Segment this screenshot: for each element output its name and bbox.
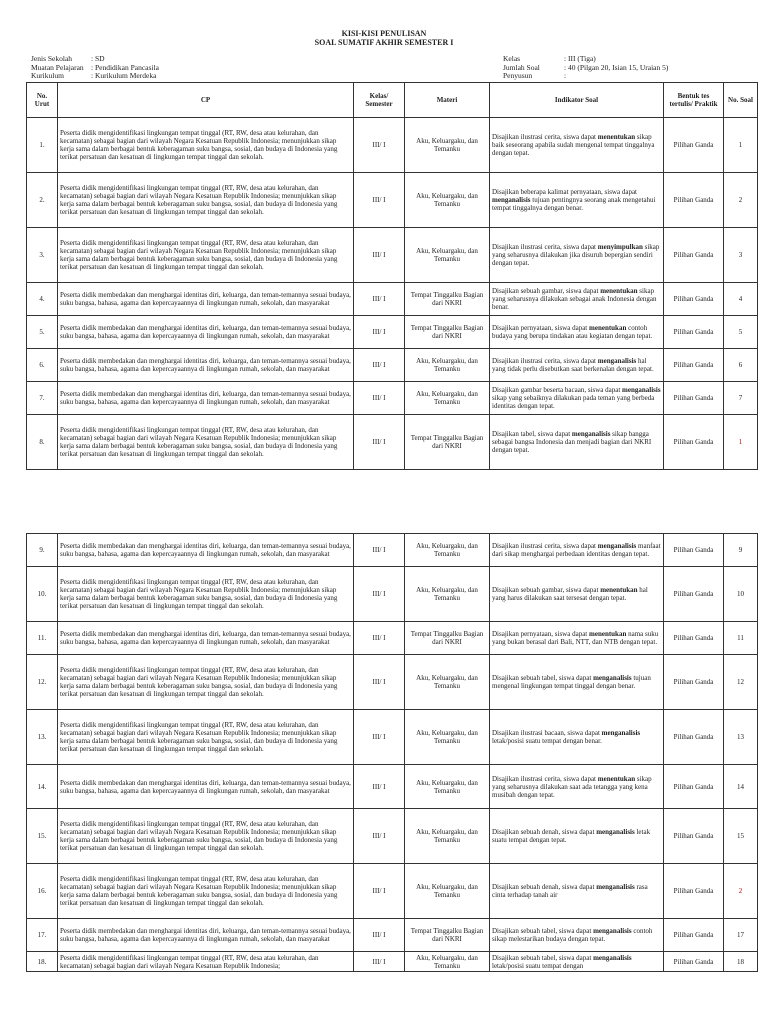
- cell-nosoal: 4: [724, 283, 758, 316]
- cell-bentuk: Pilihan Ganda: [664, 118, 724, 173]
- cell-cp: Peserta didik mengidentifikasi lingkungan tempat tinggal (RT, RW, desa atau kelurahan, dan kecamatan) sebagai bagian dari wilayah Negara Kesatuan Republik Indonesia; menunjukkan sikap kerja sama dalam berbagai bentuk keberagaman suku bangsa, sosial, dan budaya di Indonesia yang terikat persatuan dan kesatuan di lingkungan tempat tinggal dan sekolah.: [58, 809, 354, 864]
- cell-no: 4.: [27, 283, 58, 316]
- cell-bentuk: Pilihan Ganda: [664, 228, 724, 283]
- indikator-pre: Disajikan tabel, siswa dapat: [492, 430, 572, 438]
- cell-indikator: [490, 765, 664, 809]
- cell-indikator: [490, 349, 664, 382]
- indikator-post: letak suatu tempat dengan tepat.: [492, 828, 651, 844]
- cell-cp: Peserta didik membedakan dan menghargai identitas diri, keluarga, dan teman-temannya sesuai budaya, suku bangsa, bahasa, agama dan kepercayaannya di lingkungan rumah, sekolah, dan masyarakat: [58, 765, 354, 809]
- cell-nosoal: 2: [724, 173, 758, 228]
- cell-bentuk: Pilihan Ganda: [664, 283, 724, 316]
- indikator-post: tujuan mengenal lingkungan tempat tinggal dengan benar.: [492, 674, 651, 690]
- meta-key: Jumlah Soal: [503, 62, 540, 72]
- table-row: [27, 864, 758, 919]
- indikator-post: manfaat dari sikap menghargai perbedaan identitas dengan tepat.: [492, 542, 661, 558]
- cell-kelas: III/ I: [354, 382, 405, 415]
- cell-materi: Aku, Keluargaku, dan Temanku: [405, 952, 490, 972]
- indikator-post: letak/posisi suatu tempat dengan: [492, 961, 584, 970]
- indikator-pre: Disajikan sebuah gambar, siswa dapat: [492, 586, 601, 594]
- cell-no: 11.: [27, 622, 58, 655]
- cell-nosoal: 17: [724, 919, 758, 952]
- cell-indikator: [490, 864, 664, 919]
- cell-cp: Peserta didik membedakan dan menghargai identitas diri, keluarga, dan teman-temannya sesuai budaya, suku bangsa, bahasa, agama dan kepercayaannya di lingkungan rumah, sekolah, dan masyarakat: [58, 382, 354, 415]
- cell-nosoal: 15: [724, 809, 758, 864]
- cell-bentuk: Pilihan Ganda: [664, 655, 724, 710]
- cell-cp: Peserta didik mengidentifikasi lingkungan tempat tinggal (RT, RW, desa atau kelurahan, dan kecamatan) sebagai bagian dari wilayah Negara Kesatuan Republik Indonesia; menunjukkan sikap kerja sama dalam berbagai bentuk keberagaman suku bangsa, sosial, dan budaya di Indonesia yang terikat persatuan dan kesatuan di lingkungan tempat tinggal dan sekolah.: [58, 864, 354, 919]
- cell-bentuk: Pilihan Ganda: [664, 534, 724, 567]
- indikator-post: sikap baik seseorang apabila sudah mengenal tempat tinggalnya dengan tepat.: [492, 133, 655, 157]
- table-row: [27, 765, 758, 809]
- indikator-post: hal yang tidak perlu disebutkan saat berkenalan dengan tepat.: [492, 357, 654, 373]
- meta-key: Penyusun: [503, 71, 533, 80]
- cell-indikator: [490, 622, 664, 655]
- indikator-keyword: menentukan: [589, 630, 627, 638]
- table-row: [27, 710, 758, 765]
- cell-cp: Peserta didik membedakan dan menghargai identitas diri, keluarga, dan teman-temannya sesuai budaya, suku bangsa, bahasa, agama dan kepercayaannya di lingkungan rumah, sekolah, dan masyarakat: [58, 283, 354, 316]
- meta-key: Jenis Sekolah: [31, 54, 73, 63]
- meta-value: : III (Tiga): [564, 54, 596, 63]
- table-row: [27, 228, 758, 283]
- cell-nosoal: 14: [724, 765, 758, 809]
- cell-no: 5.: [27, 316, 58, 349]
- meta-value: : SD: [91, 54, 105, 63]
- cell-indikator: [490, 952, 664, 972]
- cell-kelas: III/ I: [354, 809, 405, 864]
- cell-nosoal: 12: [724, 655, 758, 710]
- table-row: [27, 809, 758, 864]
- cell-materi: Aku, Keluargaku, dan Temanku: [405, 382, 490, 415]
- indikator-post: hal yang harus dilakukan saat tersesat dengan tepat.: [492, 586, 648, 602]
- cell-kelas: III/ I: [354, 710, 405, 765]
- indikator-pre: Disajikan sebuah tabel, siswa dapat: [492, 674, 594, 682]
- cell-indikator: [490, 710, 664, 765]
- cell-indikator: [490, 809, 664, 864]
- table-row: [27, 173, 758, 228]
- table-body-page1: [27, 118, 758, 470]
- cell-no: 15.: [27, 809, 58, 864]
- indikator-post: tujuan pentingnya seorang anak mengetahui tempat tinggalnya dengan benar.: [492, 196, 656, 212]
- indikator-pre: Disajikan ilustrasi cerita, siswa dapat: [492, 133, 598, 141]
- header-materi: Materi: [405, 83, 490, 118]
- indikator-post: sikap yang seharusnya dilakukan saat ada tetangga yang kena musibah dengan tepat.: [492, 774, 652, 799]
- cell-cp: Peserta didik membedakan dan menghargai identitas diri, keluarga, dan teman-temannya sesuai budaya, suku bangsa, bahasa, agama dan kepercayaannya di lingkungan rumah, sekolah, dan masyarakat: [58, 349, 354, 382]
- cell-kelas: III/ I: [354, 228, 405, 283]
- cell-materi: Aku, Keluargaku, dan Temanku: [405, 655, 490, 710]
- header-kelas: Kelas/ Semester: [354, 83, 405, 118]
- indikator-keyword: menganalisis: [593, 953, 632, 962]
- cell-kelas: III/ I: [354, 118, 405, 173]
- doc-title-line2: SOAL SUMATIF AKHIR SEMESTER I: [314, 38, 454, 47]
- indikator-keyword: menentukan: [597, 133, 636, 141]
- cell-kelas: III/ I: [354, 567, 405, 622]
- doc-title-line1: KISI-KISI PENULISAN: [341, 29, 427, 38]
- cell-nosoal: 6: [724, 349, 758, 382]
- indikator-pre: Disajikan sebuah tabel, siswa dapat: [492, 927, 594, 935]
- meta-value: :: [564, 71, 567, 80]
- indikator-pre: Disajikan sebuah gambar, siswa dapat: [492, 287, 601, 295]
- cell-nosoal: 2: [724, 864, 758, 919]
- indikator-pre: Disajikan ilustrasi cerita, siswa dapat: [492, 774, 598, 783]
- indikator-keyword: menganalisis: [593, 927, 632, 935]
- indikator-pre: Disajikan pernyataan, siswa dapat: [492, 630, 589, 638]
- cell-cp: Peserta didik mengidentifikasi lingkungan tempat tinggal (RT, RW, desa atau kelurahan, dan kecamatan) sebagai bagian dari wilayah Negara Kesatuan Republik Indonesia;: [58, 952, 354, 972]
- cell-materi: Aku, Keluargaku, dan Temanku: [405, 864, 490, 919]
- table-row: [27, 415, 758, 470]
- cell-no: 16.: [27, 864, 58, 919]
- cell-no: 9.: [27, 534, 58, 567]
- header-no: No. Urut: [27, 83, 58, 118]
- cell-no: 6.: [27, 349, 58, 382]
- cell-cp: Peserta didik mengidentifikasi lingkungan tempat tinggal (RT, RW, desa atau kelurahan, dan kecamatan) sebagai bagian dari wilayah Negara Kesatuan Republik Indonesia; menunjukkan sikap kerja sama dalam berbagai bentuk keberagaman suku bangsa, sosial, dan budaya di Indonesia yang terikat persatuan dan kesatuan di lingkungan tempat tinggal dan sekolah.: [58, 567, 354, 622]
- table-row: [27, 382, 758, 415]
- cell-no: 17.: [27, 919, 58, 952]
- cell-bentuk: Pilihan Ganda: [664, 567, 724, 622]
- cell-materi: Tempat Tinggalku Bagian dari NKRI: [405, 283, 490, 316]
- indikator-keyword: menganalisis: [622, 386, 661, 394]
- indikator-keyword: menganalisis: [601, 729, 641, 737]
- indikator-pre: Disajikan beberapa kalimat pernyataan, siswa dapat: [492, 188, 637, 196]
- cell-no: 1.: [27, 118, 58, 173]
- cell-cp: Peserta didik mengidentifikasi lingkungan tempat tinggal (RT, RW, desa atau kelurahan, dan kecamatan) sebagai bagian dari wilayah Negara Kesatuan Republik Indonesia; menunjukkan sikap kerja sama dalam berbagai bentuk keberagaman suku bangsa, sosial, dan budaya di Indonesia yang terikat persatuan dan kesatuan di lingkungan tempat tinggal dan sekolah.: [58, 415, 354, 470]
- indikator-post: contoh sikap melestarikan budaya dengan tepat.: [492, 927, 653, 943]
- indikator-keyword: menganalisis: [571, 430, 611, 438]
- cell-indikator: [490, 655, 664, 710]
- cell-bentuk: Pilihan Ganda: [664, 710, 724, 765]
- cell-nosoal: 10: [724, 567, 758, 622]
- cell-kelas: III/ I: [354, 655, 405, 710]
- table-row: [27, 622, 758, 655]
- cell-nosoal: 3: [724, 228, 758, 283]
- cell-nosoal: 5: [724, 316, 758, 349]
- table-row: [27, 316, 758, 349]
- cell-materi: Aku, Keluargaku, dan Temanku: [405, 567, 490, 622]
- cell-materi: Aku, Keluargaku, dan Temanku: [405, 228, 490, 283]
- cell-kelas: III/ I: [354, 349, 405, 382]
- cell-materi: Tempat Tinggalku Bagian dari NKRI: [405, 316, 490, 349]
- cell-no: 8.: [27, 415, 58, 470]
- cell-no: 12.: [27, 655, 58, 710]
- cell-kelas: III/ I: [354, 316, 405, 349]
- indikator-keyword: menentukan: [600, 287, 638, 295]
- indikator-keyword: menganalisis: [597, 542, 637, 550]
- indikator-pre: Disajikan sebuah tabel, siswa dapat: [492, 953, 594, 962]
- indikator-post: sikap bangga sebagai bangsa Indonesia dan menjadi bagian dari NKRI dengan tepat.: [492, 430, 652, 454]
- kisi-table-page1: [26, 82, 758, 470]
- meta-right: [503, 55, 668, 81]
- table-row: [27, 349, 758, 382]
- indikator-post: nama suku yang bukan berasal dari Bali, NTT, dan NTB dengan tepat.: [492, 630, 659, 646]
- cell-no: 14.: [27, 765, 58, 809]
- table-row: [27, 919, 758, 952]
- cell-cp: Peserta didik mengidentifikasi lingkungan tempat tinggal (RT, RW, desa atau kelurahan, dan kecamatan) sebagai bagian dari wilayah Negara Kesatuan Republik Indonesia; menunjukkan sikap kerja sama dalam berbagai bentuk keberagaman suku bangsa, sosial, dan budaya di Indonesia yang terikat persatuan dan kesatuan di lingkungan tempat tinggal dan sekolah.: [58, 710, 354, 765]
- cell-bentuk: Pilihan Ganda: [664, 765, 724, 809]
- cell-kelas: III/ I: [354, 283, 405, 316]
- indikator-pre: Disajikan sebuah denah, siswa dapat: [492, 883, 597, 891]
- cell-no: 18.: [27, 952, 58, 972]
- indikator-pre: Disajikan ilustrasi bacaan, siswa dapat: [492, 729, 602, 737]
- cell-cp: Peserta didik membedakan dan menghargai identitas diri, keluarga, dan teman-temannya sesuai budaya, suku bangsa, bahasa, agama dan kepercayaannya di lingkungan rumah, sekolah, dan masyarakat: [58, 919, 354, 952]
- cell-cp: Peserta didik mengidentifikasi lingkungan tempat tinggal (RT, RW, desa atau kelurahan, dan kecamatan) sebagai bagian dari wilayah Negara Kesatuan Republik Indonesia; menunjukkan sikap kerja sama dalam berbagai bentuk keberagaman suku bangsa, sosial, dan budaya di Indonesia yang terikat persatuan dan kesatuan di lingkungan tempat tinggal dan sekolah.: [58, 118, 354, 173]
- cell-bentuk: Pilihan Ganda: [664, 809, 724, 864]
- cell-bentuk: Pilihan Ganda: [664, 173, 724, 228]
- cell-cp: Peserta didik membedakan dan menghargai identitas diri, keluarga, dan teman-temannya sesuai budaya, suku bangsa, bahasa, agama dan kepercayaannya di lingkungan rumah, sekolah, dan masyarakat: [58, 622, 354, 655]
- cell-nosoal: 9: [724, 534, 758, 567]
- indikator-pre: Disajikan pernyataan, siswa dapat: [492, 324, 589, 332]
- indikator-keyword: menganalisis: [596, 828, 635, 836]
- table-row: [27, 283, 758, 316]
- cell-indikator: [490, 173, 664, 228]
- cell-indikator: [490, 534, 664, 567]
- cell-no: 3.: [27, 228, 58, 283]
- cell-materi: Aku, Keluargaku, dan Temanku: [405, 809, 490, 864]
- cell-kelas: III/ I: [354, 765, 405, 809]
- indikator-post: sikap yang seharusnya dilakukan sebagai anak Indonesia dengan benar.: [492, 287, 657, 311]
- cell-cp: Peserta didik mengidentifikasi lingkungan tempat tinggal (RT, RW, desa atau kelurahan, dan kecamatan) sebagai bagian dari wilayah Negara Kesatuan Republik Indonesia; menunjukkan sikap kerja sama dalam berbagai bentuk keberagaman suku bangsa, sosial, dan budaya di Indonesia yang terikat persatuan dan kesatuan di lingkungan tempat tinggal dan sekolah.: [58, 655, 354, 710]
- indikator-pre: Disajikan ilustrasi cerita, siswa dapat: [492, 357, 598, 365]
- indikator-post: sikap yang seharusnya dilakukan jika disuruh bepergian sendiri dengan tepat.: [492, 243, 660, 267]
- cell-indikator: [490, 382, 664, 415]
- cell-cp: Peserta didik mengidentifikasi lingkungan tempat tinggal (RT, RW, desa atau kelurahan, dan kecamatan) sebagai bagian dari wilayah Negara Kesatuan Republik Indonesia; menunjukkan sikap kerja sama dalam berbagai bentuk keberagaman suku bangsa, sosial, dan budaya di Indonesia yang terikat persatuan dan kesatuan di lingkungan tempat tinggal dan sekolah.: [58, 228, 354, 283]
- table-row: [27, 534, 758, 567]
- cell-bentuk: Pilihan Ganda: [664, 382, 724, 415]
- cell-materi: Aku, Keluargaku, dan Temanku: [405, 534, 490, 567]
- cell-bentuk: Pilihan Ganda: [664, 415, 724, 470]
- cell-indikator: [490, 919, 664, 952]
- indikator-keyword: menentukan: [597, 774, 636, 783]
- meta-left: [31, 55, 159, 81]
- meta-row: [31, 72, 159, 81]
- cell-materi: Tempat Tinggalku Bagian dari NKRI: [405, 919, 490, 952]
- indikator-keyword: menganalisis: [597, 357, 637, 365]
- indikator-keyword: menentukan: [600, 586, 638, 594]
- cell-kelas: III/ I: [354, 534, 405, 567]
- cell-indikator: [490, 118, 664, 173]
- cell-materi: Aku, Keluargaku, dan Temanku: [405, 173, 490, 228]
- cell-kelas: III/ I: [354, 864, 405, 919]
- cell-bentuk: Pilihan Ganda: [664, 952, 724, 972]
- cell-indikator: [490, 228, 664, 283]
- indikator-post: sikap yang sebaiknya dilakukan pada teman yang berbeda identitas dengan tepat.: [492, 394, 655, 410]
- indikator-keyword: menyimpulkan: [597, 243, 643, 251]
- cell-kelas: III/ I: [354, 952, 405, 972]
- cell-materi: Aku, Keluargaku, dan Temanku: [405, 118, 490, 173]
- cell-materi: Aku, Keluargaku, dan Temanku: [405, 349, 490, 382]
- cell-kelas: III/ I: [354, 919, 405, 952]
- indikator-keyword: menganalisis: [593, 674, 632, 682]
- meta-value: : 40 (Pilgan 20, Isian 15, Uraian 5): [564, 62, 669, 72]
- cell-kelas: III/ I: [354, 173, 405, 228]
- indikator-post: contoh budaya yang berupa tindakan atau kegiatan dengan tepat.: [492, 324, 653, 340]
- cell-nosoal: 13: [724, 710, 758, 765]
- meta-key: Kelas: [503, 54, 521, 63]
- indikator-pre: Disajikan sebuah denah, siswa dapat: [492, 828, 597, 836]
- cell-nosoal: 11: [724, 622, 758, 655]
- cell-indikator: [490, 283, 664, 316]
- cell-nosoal: 1: [724, 415, 758, 470]
- cell-kelas: III/ I: [354, 622, 405, 655]
- cell-no: 10.: [27, 567, 58, 622]
- meta-key: Kurikulum: [31, 71, 64, 80]
- indikator-keyword: menganalisis: [492, 196, 531, 204]
- cell-indikator: [490, 567, 664, 622]
- cell-nosoal: 1: [724, 118, 758, 173]
- indikator-post: letak/posisi suatu tempat dengan benar.: [492, 737, 602, 745]
- cell-materi: Tempat Tinggalku Bagian dari NKRI: [405, 415, 490, 470]
- cell-materi: Tempat Tinggalku Bagian dari NKRI: [405, 622, 490, 655]
- indikator-post: rasa cinta terhadap tanah air: [492, 883, 648, 899]
- cell-cp: Peserta didik membedakan dan menghargai identitas diri, keluarga, dan teman-temannya sesuai budaya, suku bangsa, bahasa, agama dan kepercayaannya di lingkungan rumah, sekolah, dan masyarakat: [58, 316, 354, 349]
- table-row: [27, 567, 758, 622]
- cell-indikator: [490, 316, 664, 349]
- table-row: [27, 118, 758, 173]
- cell-bentuk: Pilihan Ganda: [664, 622, 724, 655]
- header-cp: CP: [58, 83, 354, 118]
- cell-nosoal: 18: [724, 952, 758, 972]
- meta-value: : Kurikulum Merdeka: [91, 71, 157, 80]
- table-header-row: [27, 83, 758, 118]
- indikator-pre: Disajikan ilustrasi cerita, siswa dapat: [492, 542, 598, 550]
- cell-bentuk: Pilihan Ganda: [664, 919, 724, 952]
- meta-value: : Pendidikan Pancasila: [91, 62, 159, 72]
- cell-indikator: [490, 415, 664, 470]
- meta-key: Muatan Pelajaran: [31, 62, 84, 72]
- cell-materi: Aku, Keluargaku, dan Temanku: [405, 710, 490, 765]
- cell-bentuk: Pilihan Ganda: [664, 316, 724, 349]
- cell-materi: Aku, Keluargaku, dan Temanku: [405, 765, 490, 809]
- header-nosoal: No. Soal: [724, 83, 758, 118]
- cell-nosoal: 7: [724, 382, 758, 415]
- table-row: [27, 655, 758, 710]
- cell-no: 2.: [27, 173, 58, 228]
- indikator-keyword: menentukan: [589, 324, 627, 332]
- cell-cp: Peserta didik membedakan dan menghargai identitas diri, keluarga, dan teman-temannya sesuai budaya, suku bangsa, bahasa, agama dan kepercayaannya di lingkungan rumah, sekolah, dan masyarakat: [58, 534, 354, 567]
- cell-bentuk: Pilihan Ganda: [664, 349, 724, 382]
- header-indikator: Indikator Soal: [490, 83, 664, 118]
- table-body-page2: [27, 534, 758, 972]
- kisi-table-page2: [26, 533, 758, 972]
- cell-cp: Peserta didik mengidentifikasi lingkungan tempat tinggal (RT, RW, desa atau kelurahan, dan kecamatan) sebagai bagian dari wilayah Negara Kesatuan Republik Indonesia; menunjukkan sikap kerja sama dalam berbagai bentuk keberagaman suku bangsa, sosial, dan budaya di Indonesia yang terikat persatuan dan kesatuan di lingkungan tempat tinggal dan sekolah.: [58, 173, 354, 228]
- indikator-pre: Disajikan gambar beserta bacaan, siswa dapat: [492, 386, 623, 394]
- indikator-keyword: menganalisis: [596, 883, 635, 891]
- cell-no: 13.: [27, 710, 58, 765]
- table-row: [27, 952, 758, 972]
- indikator-pre: Disajikan ilustrasi cerita, siswa dapat: [492, 243, 598, 251]
- cell-kelas: III/ I: [354, 415, 405, 470]
- cell-bentuk: Pilihan Ganda: [664, 864, 724, 919]
- cell-no: 7.: [27, 382, 58, 415]
- meta-row: [503, 72, 668, 81]
- doc-title: [0, 29, 768, 47]
- header-bentuk: Bentuk tes tertulis/ Praktik: [664, 83, 724, 118]
